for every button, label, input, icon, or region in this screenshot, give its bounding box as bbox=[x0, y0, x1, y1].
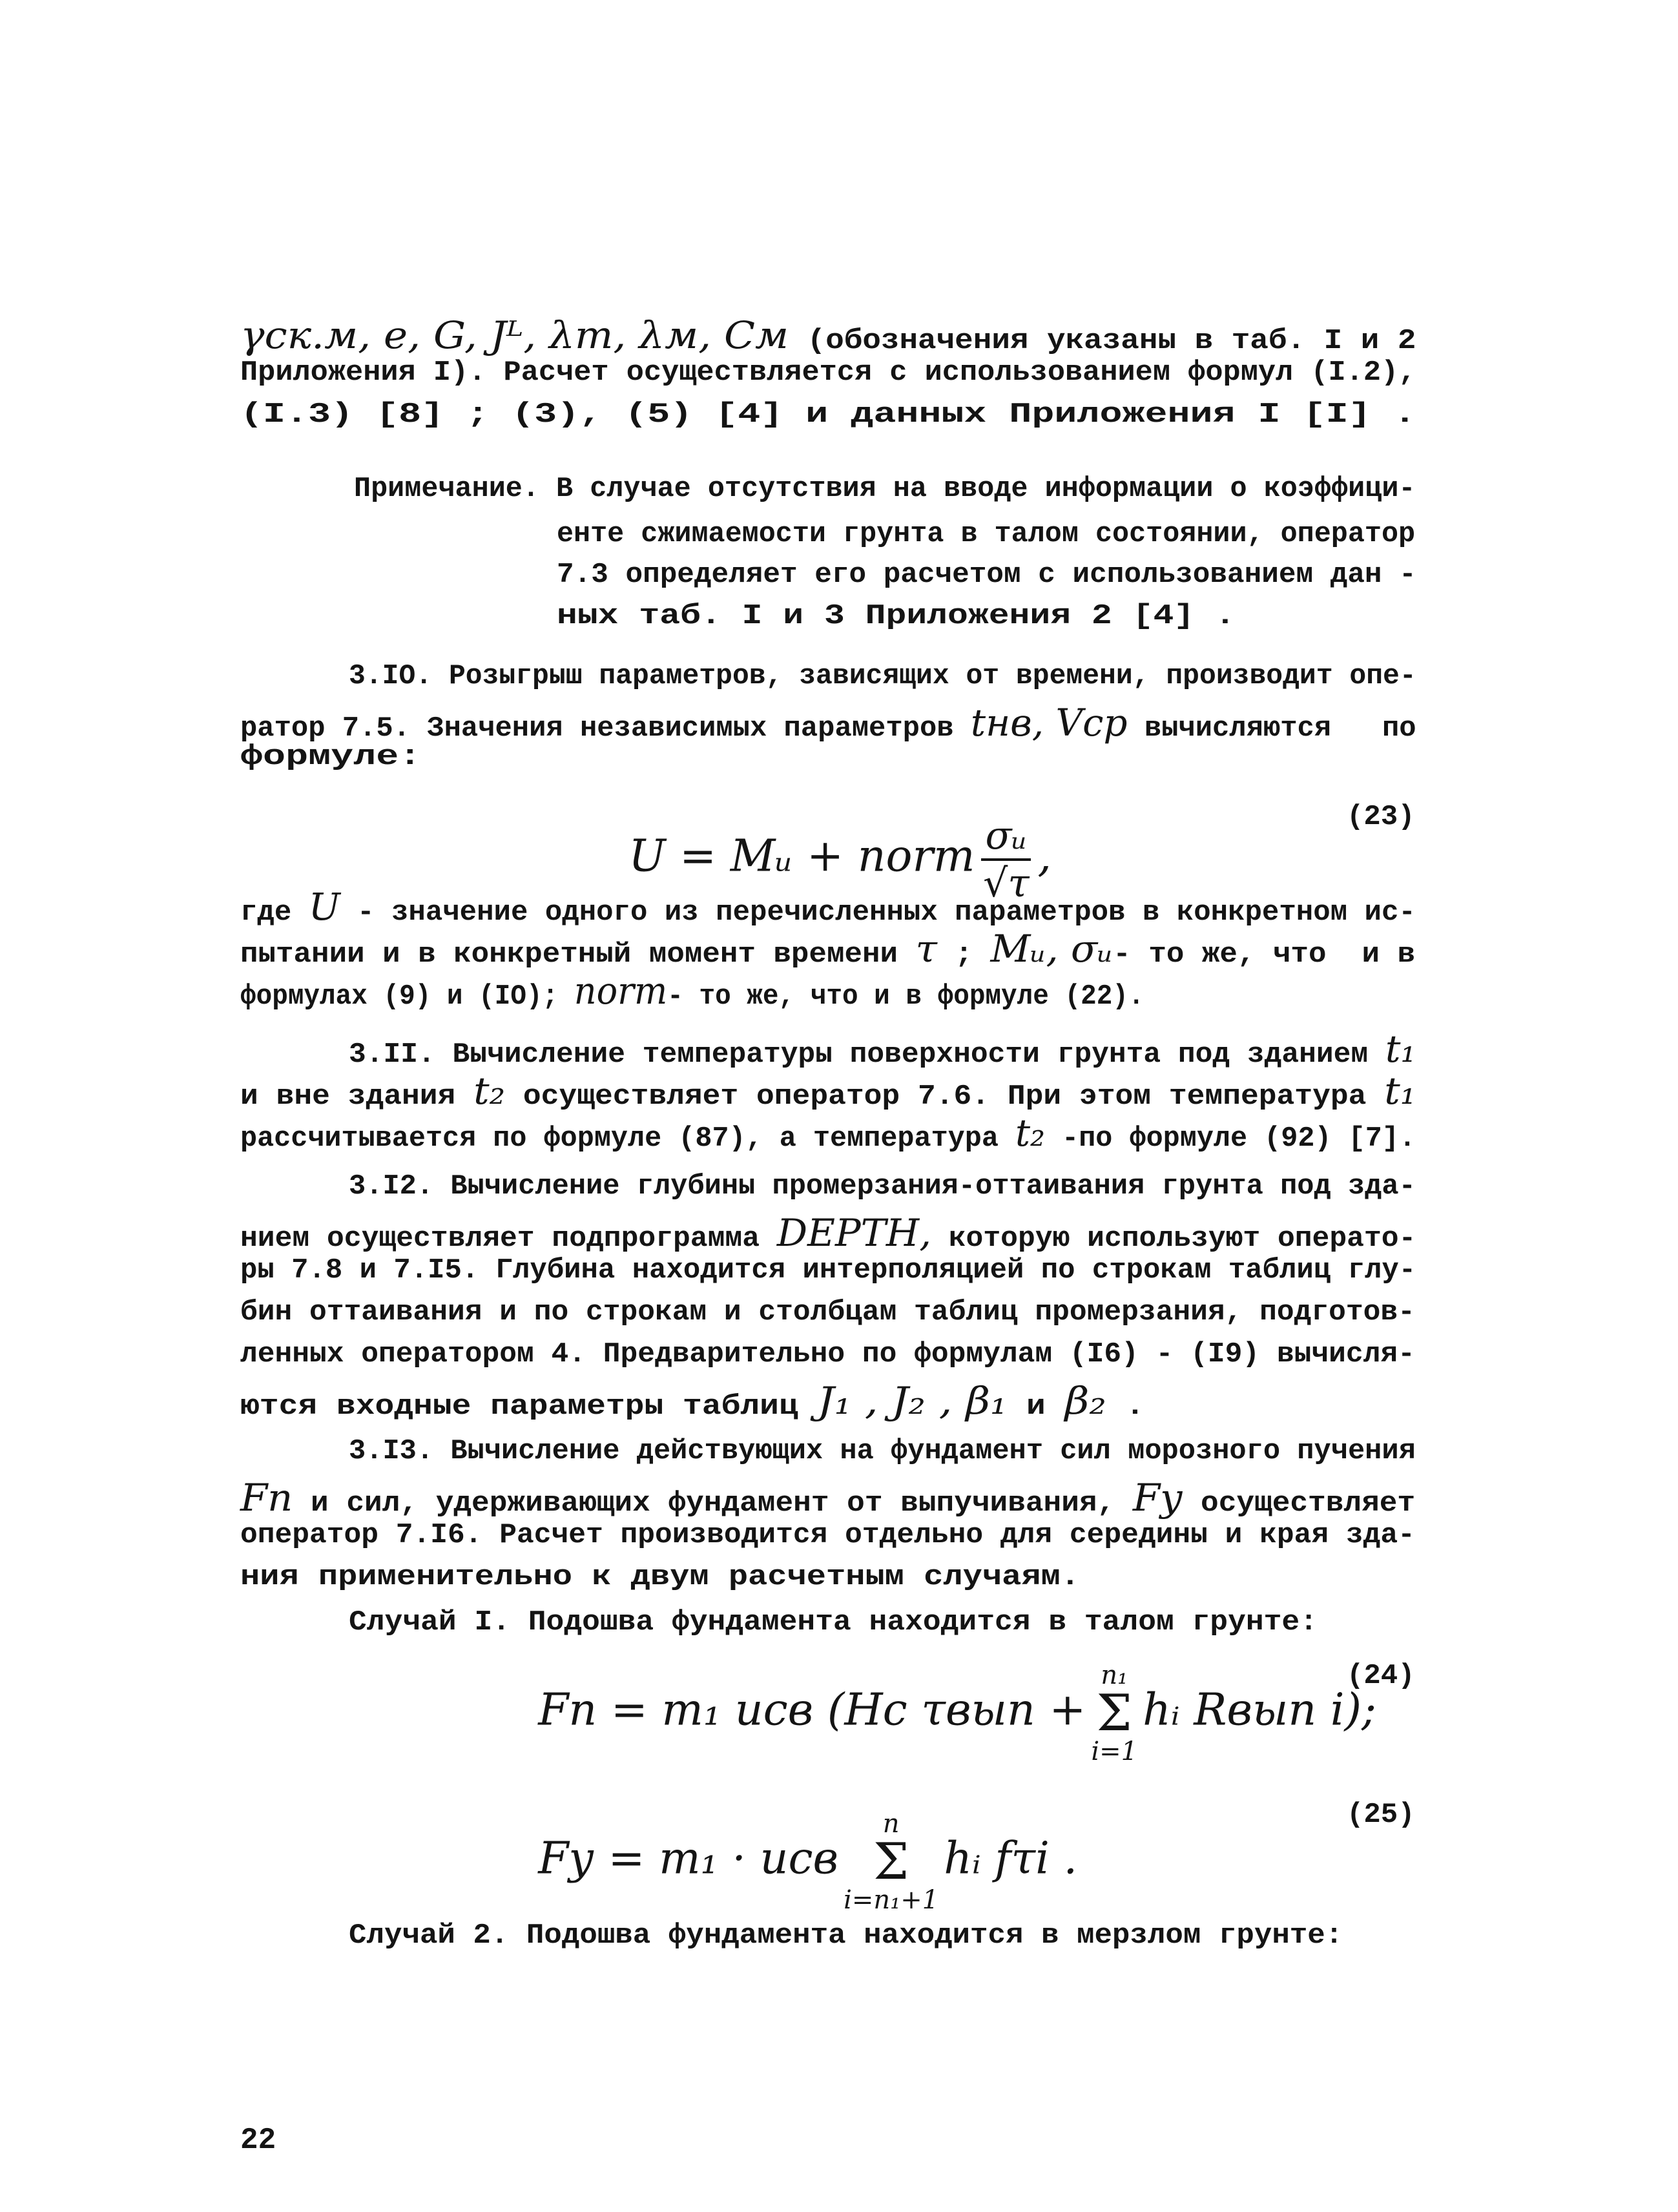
text-line bbox=[240, 1476, 1416, 1520]
text-run: осуществляет bbox=[1183, 1487, 1416, 1520]
text-line-symbols bbox=[240, 313, 1416, 357]
text-run: и bbox=[1007, 1390, 1065, 1423]
formula-25-sum-bottom: i=n₁+1 bbox=[844, 1885, 939, 1915]
note-label-line bbox=[354, 475, 1416, 503]
text-run: 3.I2. Вычисление глубины промерзания-оттаивания грунта под зда- bbox=[349, 1170, 1416, 1203]
handwritten-symbol: t₂ bbox=[1015, 1111, 1046, 1155]
text-run: ленных оператором 4. Предварительно по формулам (I6) - (I9) вычисля- bbox=[240, 1338, 1415, 1370]
text-run: пытании и в конкретный момент времени bbox=[240, 938, 916, 971]
text-run: - значение одного из перечисленных параметров в конкретном ис- bbox=[340, 896, 1416, 929]
sum-icon: n₁ Σ i=1 bbox=[1091, 1660, 1138, 1766]
formula-25-lhs: Fу = m₁ · uсв bbox=[538, 1833, 839, 1885]
handwritten-symbol: β₂ bbox=[1064, 1379, 1106, 1423]
text-line bbox=[240, 927, 1416, 971]
formula-25 bbox=[510, 1760, 1077, 1913]
text-line bbox=[240, 743, 421, 771]
text-run: Приложения I). Расчет осуществляется с использованием формул (I.2), bbox=[240, 357, 1416, 389]
text-run: Случай I. Подошва фундамента находится в талом грунте: bbox=[349, 1606, 1318, 1638]
text-run: ются входные параметры таблиц bbox=[240, 1390, 818, 1423]
formula-25-number: (25) bbox=[1347, 1799, 1415, 1831]
formula-23-numerator: σᵤ bbox=[981, 813, 1031, 861]
text-run: ры 7.8 и 7.I5. Глубина находится интерполяцией по строкам таблиц глу- bbox=[240, 1254, 1416, 1287]
note-line bbox=[557, 520, 1415, 548]
formula-25-sum-top: n bbox=[882, 1809, 900, 1839]
text-run: формулах (9) и (IO); bbox=[240, 980, 574, 1013]
paragraph-3-10-start bbox=[349, 662, 1416, 690]
formula-24-number: (24) bbox=[1347, 1660, 1415, 1692]
handwritten-symbol: τ bbox=[915, 927, 937, 971]
text-run: - то же, что и в bbox=[1113, 938, 1416, 971]
text-run: рассчитывается по формуле (87), а температура bbox=[240, 1122, 1016, 1155]
paragraph-3-13-start bbox=[349, 1437, 1416, 1465]
text-run: 3.IO. Розыгрыш параметров, зависящих от времени, производит опе- bbox=[349, 660, 1416, 692]
text-run: и вне здания bbox=[240, 1080, 474, 1113]
handwritten-symbol: U bbox=[308, 885, 340, 929]
handwritten-symbol: Fу bbox=[1132, 1476, 1183, 1520]
text-run: бин оттаивания и по строкам и столбцам таблиц промерзания, подготов- bbox=[240, 1296, 1415, 1328]
handwritten-symbol: DEPTH, bbox=[776, 1211, 931, 1255]
text-run: -по формуле (92) [7]. bbox=[1045, 1122, 1416, 1155]
sum-icon: n Σ i=n₁+1 bbox=[844, 1809, 939, 1915]
text-line bbox=[240, 1256, 1416, 1285]
note-line bbox=[557, 602, 1236, 630]
text-line bbox=[240, 1111, 1416, 1155]
handwritten-symbol: t₂ bbox=[473, 1069, 506, 1113]
formula-24-sum-bottom: i=1 bbox=[1091, 1737, 1138, 1766]
text-line bbox=[240, 400, 1416, 429]
text-run: формуле: bbox=[240, 741, 422, 773]
text-run: енте сжимаемости грунта в талом состоянии, оператор bbox=[557, 518, 1416, 550]
handwritten-symbol: Mᵤ, σᵤ bbox=[990, 927, 1113, 971]
text-run: (обозначения указаны в таб. I и 2 bbox=[789, 325, 1416, 357]
text-line bbox=[240, 969, 1145, 1013]
handwritten-symbol: Fп bbox=[240, 1476, 293, 1520]
handwritten-symbol: tнв, Vср bbox=[970, 701, 1128, 745]
formula-23-fraction bbox=[981, 813, 1031, 906]
handwritten-symbol: t₁ bbox=[1384, 1069, 1416, 1113]
text-line bbox=[240, 1563, 1080, 1591]
text-line bbox=[240, 1379, 1145, 1423]
handwritten-symbol: norm bbox=[574, 969, 668, 1013]
text-line bbox=[240, 1069, 1416, 1113]
text-run: Примечание. В случае отсутствия на вводе информации о коэффици- bbox=[354, 473, 1416, 505]
text-run: осуществляет оператор 7.6. При этом температура bbox=[505, 1080, 1385, 1113]
text-line bbox=[240, 1340, 1415, 1369]
formula-24-sum-top: n₁ bbox=[1101, 1660, 1128, 1690]
note-line bbox=[557, 561, 1416, 589]
formula-23-lhs: U = Mᵤ + norm bbox=[628, 831, 975, 882]
formula-23-number: (23) bbox=[1347, 801, 1415, 833]
text-run: где bbox=[240, 896, 309, 929]
formula-23 bbox=[601, 762, 1051, 906]
formula-24-body: hᵢ Rвып i); bbox=[1143, 1684, 1376, 1736]
text-line bbox=[240, 1298, 1415, 1327]
text-run: (I.3) [8] ; (3), (5) [4] и данных Приложения I [I] . bbox=[240, 398, 1416, 431]
text-run: . bbox=[1106, 1390, 1145, 1423]
text-line bbox=[240, 1521, 1415, 1549]
case-2-heading bbox=[349, 1921, 1343, 1950]
text-line bbox=[240, 701, 1416, 745]
text-run: вычисляются по bbox=[1127, 712, 1416, 745]
text-run: - то же, что и в формуле (22). bbox=[667, 980, 1145, 1013]
text-run: 3.I3. Вычисление действующих на фундамент сил морозного пучения bbox=[349, 1435, 1416, 1467]
text-run: которую используют операто- bbox=[931, 1223, 1416, 1255]
paragraph-3-11-start bbox=[349, 1027, 1416, 1071]
formula-25-body: hᵢ fτi . bbox=[944, 1833, 1078, 1885]
text-run: Случай 2. Подошва фундамента находится в мерзлом грунте: bbox=[349, 1919, 1343, 1952]
text-run: ния применительно к двум расчетным случаям. bbox=[240, 1561, 1081, 1593]
text-run: оператор 7.I6. Расчет производится отдельно для середины и края зда- bbox=[240, 1519, 1415, 1551]
formula-24 bbox=[510, 1611, 1376, 1764]
formula-23-tail: , bbox=[1037, 831, 1051, 882]
handwritten-symbol: γск.м, e, G, Jᴸ, λт, λм, Cм bbox=[240, 313, 789, 357]
formula-24-lhs: Fп = m₁ uсв (Hc τвып + bbox=[538, 1684, 1086, 1736]
paragraph-3-12-start bbox=[349, 1172, 1416, 1201]
handwritten-symbol: t₁ bbox=[1385, 1027, 1416, 1071]
formula-23-denominator: √τ bbox=[983, 861, 1030, 906]
text-line bbox=[240, 358, 1416, 387]
text-run: и сил, удерживающих фундамент от выпучивания, bbox=[293, 1487, 1133, 1520]
text-run: ; bbox=[937, 938, 991, 971]
text-run: ратор 7.5. Значения независимых параметров bbox=[240, 712, 971, 745]
text-run: ных таб. I и 3 Приложения 2 [4] . bbox=[557, 600, 1236, 632]
text-line bbox=[240, 1211, 1416, 1255]
text-run: 3.II. Вычисление температуры поверхности грунта под зданием bbox=[349, 1039, 1385, 1071]
page-number: 22 bbox=[240, 2124, 276, 2157]
text-run: нием осуществляет подпрограмма bbox=[240, 1223, 777, 1255]
handwritten-symbol: J₁ , J₂ , β₁ bbox=[817, 1379, 1008, 1423]
text-run: 7.3 определяет его расчетом с использованием дан - bbox=[557, 559, 1416, 591]
